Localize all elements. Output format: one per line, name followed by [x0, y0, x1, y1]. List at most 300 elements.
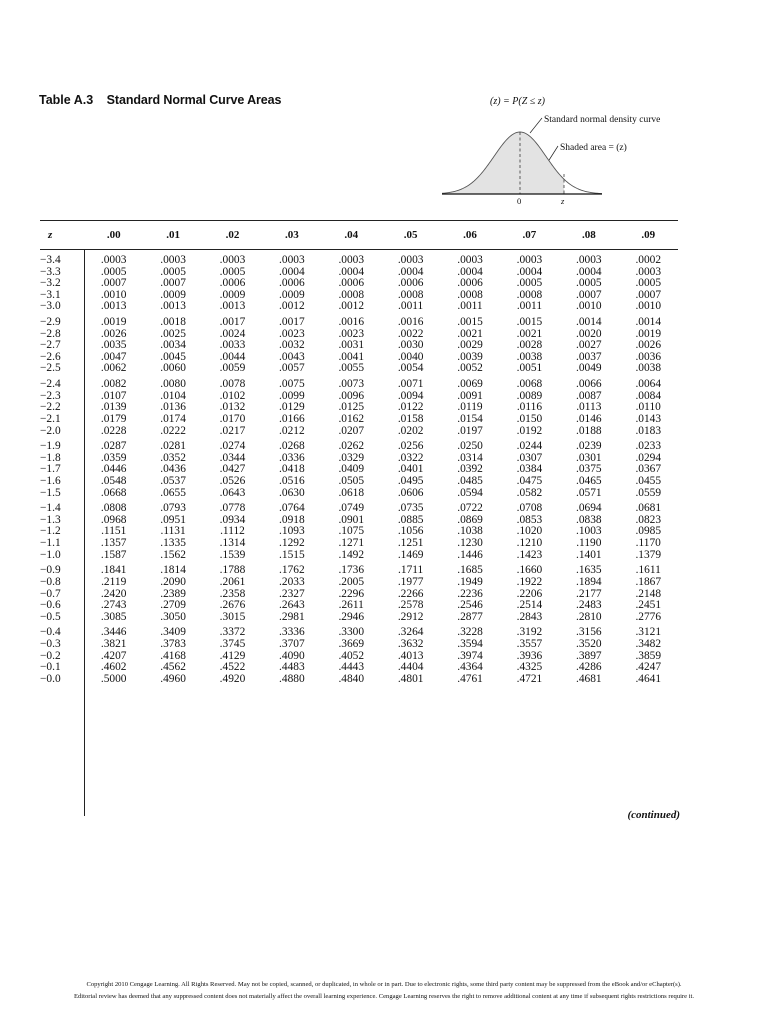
table-cell: .5000	[100, 672, 127, 685]
table-cell: .0011	[457, 300, 483, 313]
table-cell: .0022	[397, 327, 424, 340]
table-cell: .4522	[219, 661, 246, 674]
table-row	[40, 538, 678, 550]
continued-note: (continued)	[627, 809, 680, 821]
table-cell: .4364	[457, 661, 483, 674]
table-cell: .1314	[219, 537, 246, 550]
table-row	[40, 499, 678, 515]
table-cell: .0064	[635, 378, 662, 391]
table-cell: .3669	[338, 637, 365, 650]
table-cell: .0008	[338, 288, 365, 301]
table-cell: .0024	[219, 327, 246, 340]
table-cell: .4286	[576, 661, 602, 674]
table-cell: .1867	[635, 575, 662, 588]
table-row	[40, 437, 678, 453]
table-cell: .1894	[576, 575, 602, 588]
table-cell: .1977	[397, 575, 424, 588]
table-cell: .4325	[516, 661, 543, 674]
table-cell: .2327	[279, 587, 305, 600]
table-cell: .2033	[279, 575, 305, 588]
table-cell: .3085	[100, 610, 127, 623]
table-cell: .0007	[100, 277, 127, 290]
table-cell: .0059	[219, 362, 246, 375]
table-cell: .1762	[279, 564, 305, 577]
table-cell: .0010	[635, 300, 662, 313]
shaded-area-label: Shaded area = (z)	[560, 143, 627, 153]
table-cell: .0026	[635, 339, 662, 352]
column-header: .07	[522, 229, 537, 241]
table-cell: .1003	[576, 525, 602, 538]
table-cell: .2810	[576, 610, 602, 623]
table-cell: .1131	[160, 525, 186, 538]
table-cell: .0418	[279, 463, 305, 476]
table-cell: .0188	[576, 424, 602, 437]
table-cell: .0003	[219, 254, 246, 266]
table-cell: .3707	[279, 637, 305, 650]
table-cell: .0427	[219, 463, 246, 476]
table-cell: .2061	[219, 575, 246, 588]
table-cell: .0475	[516, 474, 543, 487]
table-cell: .0006	[338, 277, 365, 290]
column-header: .03	[284, 229, 299, 241]
table-cell: .2611	[338, 599, 364, 612]
table-cell: .4483	[279, 661, 305, 674]
table-cell: .0104	[160, 389, 186, 402]
table-cell: .0250	[457, 440, 483, 453]
table-cell: .0010	[576, 300, 602, 313]
table-cell: .0122	[397, 401, 424, 414]
table-cell: .3557	[516, 637, 543, 650]
table-cell: .0057	[279, 362, 305, 375]
normal-curve-figure	[438, 88, 688, 208]
table-cell: .1736	[338, 564, 365, 577]
column-header: .05	[403, 229, 418, 241]
table-cell: .0003	[457, 254, 483, 266]
table-cell: .0749	[338, 502, 365, 515]
table-cell: .0526	[219, 474, 246, 487]
table-cell: .0008	[397, 288, 424, 301]
table-cell: .0192	[516, 424, 543, 437]
table-cell: .0004	[516, 265, 543, 278]
table-cell: .3783	[160, 637, 186, 650]
table-cell: .0003	[516, 254, 543, 266]
table-cell: .0011	[398, 300, 424, 313]
table-cell: .3745	[219, 637, 246, 650]
table-cell: .0018	[160, 316, 186, 329]
table-cell: .0136	[160, 401, 186, 414]
table-cell: .0054	[397, 362, 424, 375]
table-cell: .0446	[100, 463, 127, 476]
table-cell: .0015	[457, 316, 483, 329]
table-cell: .0934	[219, 513, 246, 526]
table-cell: .0025	[160, 327, 186, 340]
table-cell: .2177	[576, 587, 602, 600]
table-cell: .0287	[100, 440, 127, 453]
table-row	[40, 577, 678, 589]
z-value: −0.3	[40, 637, 61, 650]
table-cell: .3300	[338, 626, 365, 639]
table-cell: .0032	[279, 339, 305, 352]
table-cell: .0012	[338, 300, 365, 313]
table-cell: .1562	[160, 548, 186, 561]
table-cell: .0548	[100, 474, 127, 487]
z-value: −1.9	[40, 440, 61, 453]
table-cell: .0239	[576, 440, 602, 453]
table-cell: .0985	[635, 525, 662, 538]
z-value: −1.5	[40, 486, 61, 499]
table-cell: .1814	[160, 564, 186, 577]
table-cell: .3192	[516, 626, 543, 639]
table-cell: .0013	[100, 300, 127, 313]
table-cell: .0089	[516, 389, 543, 402]
table-cell: .0329	[338, 451, 365, 464]
table-cell: .2946	[338, 610, 365, 623]
table-cell: .0019	[635, 327, 662, 340]
table-cell: .4960	[160, 672, 186, 685]
table-cell: .3409	[160, 626, 186, 639]
table-cell: .0344	[219, 451, 246, 464]
table-cell: .0336	[279, 451, 305, 464]
normal-curve-svg	[438, 88, 688, 208]
table-cell: .2643	[279, 599, 305, 612]
table-cell: .0023	[338, 327, 365, 340]
column-header: .01	[166, 229, 180, 241]
table-cell: .2843	[516, 610, 543, 623]
copyright-line-2: Editorial review has deemed that any suppressed content does not materially affect the overall learning experience. Cengage Learning reserves the right to remove additional content at any time if subsequent rights restrictions require it.	[73, 993, 695, 1000]
table-cell: .0170	[219, 412, 246, 425]
table-cell: .0004	[279, 265, 305, 278]
table-cell: .1539	[219, 548, 246, 561]
table-cell: .0052	[457, 362, 483, 375]
table-cell: .0217	[219, 424, 246, 437]
shaded-area	[442, 132, 564, 194]
z-value: −1.2	[40, 525, 61, 538]
table-cell: .0003	[635, 265, 662, 278]
table-cell: .4404	[397, 661, 424, 674]
table-cell: .2119	[101, 575, 127, 588]
table-cell: .0007	[576, 288, 602, 301]
table-row	[40, 662, 678, 674]
table-cell: .4168	[160, 649, 186, 662]
table-cell: .2912	[397, 610, 424, 623]
table-cell: .0146	[576, 412, 602, 425]
table-cell: .1492	[338, 548, 365, 561]
table-row	[40, 674, 678, 686]
table-cell: .0008	[516, 288, 543, 301]
table-cell: .2005	[338, 575, 365, 588]
table-cell: .0244	[516, 440, 543, 453]
table-cell: .0010	[100, 288, 127, 301]
table-cell: .0034	[160, 339, 186, 352]
table-title	[39, 93, 281, 107]
table-cell: .0009	[219, 288, 246, 301]
table-cell: .0049	[576, 362, 602, 375]
table-cell: .0006	[219, 277, 246, 290]
table-cell: .1515	[279, 548, 305, 561]
table-cell: .0212	[279, 424, 305, 437]
table-cell: .0047	[100, 350, 127, 363]
table-cell: .0028	[516, 339, 543, 352]
table-row	[40, 561, 678, 577]
table-cell: .2420	[100, 587, 127, 600]
table-row	[40, 623, 678, 639]
table-cell: .3936	[516, 649, 543, 662]
column-header: .02	[225, 229, 240, 241]
table-cell: .0002	[635, 254, 662, 266]
table-cell: .1112	[220, 525, 245, 538]
table-cell: .0045	[160, 350, 186, 363]
z-value: −0.5	[40, 610, 61, 623]
table-cell: .2296	[338, 587, 365, 600]
table-cell: .3594	[457, 637, 483, 650]
table-cell: .0233	[635, 440, 662, 453]
table-cell: .0094	[397, 389, 424, 402]
table-cell: .0003	[338, 254, 365, 266]
table-cell: .4880	[279, 672, 305, 685]
table-row	[40, 301, 678, 313]
table-cell: .0036	[635, 350, 662, 363]
table-cell: .0068	[516, 378, 543, 391]
table-cell: .0005	[219, 265, 246, 278]
table-cell: .4641	[635, 672, 662, 685]
table-cell: .1922	[516, 575, 543, 588]
table-cell: .0021	[516, 327, 543, 340]
table-cell: .3446	[100, 626, 127, 639]
table-cell: .0021	[457, 327, 483, 340]
table-cell: .0808	[100, 502, 127, 515]
table-cell: .4207	[100, 649, 127, 662]
table-cell: .0008	[457, 288, 483, 301]
table-cell: .0003	[576, 254, 602, 266]
table-cell: .1251	[397, 537, 424, 550]
table-cell: .0516	[279, 474, 305, 487]
table-cell: .0793	[160, 502, 186, 515]
table-cell: .2148	[635, 587, 662, 600]
z-value: −2.1	[40, 412, 61, 425]
z-value: −0.6	[40, 599, 61, 612]
table-cell: .0778	[219, 502, 246, 515]
table-cell: .0202	[397, 424, 424, 437]
table-cell: .0901	[338, 513, 365, 526]
table-cell: .3336	[279, 626, 305, 639]
table-cell: .2451	[635, 599, 662, 612]
z-value: −0.4	[40, 626, 61, 639]
table-row	[40, 639, 678, 651]
table-cell: .4761	[457, 672, 483, 685]
table-cell: .0005	[576, 277, 602, 290]
table-cell: .0582	[516, 486, 543, 499]
table-cell: .0051	[516, 362, 543, 375]
table-cell: .0143	[635, 412, 662, 425]
z-value: −2.4	[40, 378, 61, 391]
table-cell: .0537	[160, 474, 186, 487]
z-value: −2.2	[40, 401, 61, 414]
table-cell: .1075	[338, 525, 365, 538]
table-cell: .0099	[279, 389, 305, 402]
table-cell: .0007	[160, 277, 186, 290]
z-value: −3.0	[40, 300, 61, 313]
table-cell: .2709	[160, 599, 186, 612]
table-cell: .0465	[576, 474, 602, 487]
table-cell: .0107	[100, 389, 127, 402]
table-cell: .0307	[516, 451, 543, 464]
column-header: .04	[344, 229, 359, 241]
table-cell: .4013	[397, 649, 424, 662]
table-cell: .0618	[338, 486, 365, 499]
table-cell: .1949	[457, 575, 483, 588]
z-value: −0.9	[40, 564, 61, 577]
z-value: −1.1	[40, 537, 61, 550]
table-cell: .0017	[279, 316, 305, 329]
table-cell: .3859	[635, 649, 662, 662]
table-cell: .0037	[576, 350, 602, 363]
table-cell: .0004	[397, 265, 424, 278]
table-cell: .0294	[635, 451, 662, 464]
z-value: −1.3	[40, 513, 61, 526]
table-cell: .0643	[219, 486, 246, 499]
table-cell: .0722	[457, 502, 483, 515]
table-cell: .0003	[279, 254, 305, 266]
table-cell: .2236	[457, 587, 483, 600]
table-number: Table A.3	[39, 93, 94, 107]
table-cell: .0060	[160, 362, 186, 375]
table-cell: .3974	[457, 649, 483, 662]
header-row	[40, 221, 678, 249]
table-cell: .4920	[219, 672, 246, 685]
table-cell: .0655	[160, 486, 186, 499]
table-cell: .0040	[397, 350, 424, 363]
table-cell: .0764	[279, 502, 305, 515]
table-cell: .2266	[397, 587, 424, 600]
table-cell: .0004	[457, 265, 483, 278]
z-column-header: z	[48, 229, 53, 241]
table-cell: .0043	[279, 350, 305, 363]
table-row	[40, 612, 678, 624]
table-row	[40, 476, 678, 488]
table-cell: .3228	[457, 626, 483, 639]
z-value: −2.3	[40, 389, 61, 402]
table-cell: .1357	[100, 537, 127, 550]
table-cell: .1423	[516, 548, 543, 561]
table-cell: .0017	[219, 316, 246, 329]
cdf-formula: (z) = P(Z ≤ z)	[490, 96, 546, 107]
table-cell: .0262	[338, 440, 365, 453]
column-header: .06	[463, 229, 477, 241]
table-cell: .1469	[397, 548, 424, 561]
table-cell: .0222	[160, 424, 186, 437]
table-cell: .0268	[279, 440, 305, 453]
table-row	[40, 600, 678, 612]
table-cell: .0069	[457, 378, 483, 391]
table-row	[40, 313, 678, 329]
table-cell: .0505	[338, 474, 365, 487]
z-value: −3.4	[40, 254, 61, 266]
table-cell: .1446	[457, 548, 483, 561]
z-value: −2.0	[40, 424, 61, 437]
table-cell: .0015	[516, 316, 543, 329]
table-cell: .0082	[100, 378, 127, 391]
table-cell: .0031	[338, 339, 365, 352]
table-cell: .0154	[457, 412, 483, 425]
table-cell: .0012	[279, 300, 305, 313]
table-cell: .0014	[576, 316, 602, 329]
table-cell: .2776	[635, 610, 662, 623]
table-cell: .0075	[279, 378, 305, 391]
table-cell: .3372	[219, 626, 246, 639]
table-cell: .0013	[219, 300, 246, 313]
table-cell: .0352	[160, 451, 186, 464]
table-cell: .0359	[100, 451, 127, 464]
table-cell: .0183	[635, 424, 662, 437]
table-cell: .0027	[576, 339, 602, 352]
z-value: −2.7	[40, 339, 61, 352]
table-cell: .4681	[576, 672, 602, 685]
table-cell: .1190	[576, 537, 602, 550]
table-cell: .0119	[457, 401, 483, 414]
z-table	[40, 221, 678, 685]
table-cell: .0020	[576, 327, 602, 340]
table-cell: .0132	[219, 401, 246, 414]
table-cell: .0113	[576, 401, 602, 414]
table-cell: .0838	[576, 513, 602, 526]
table-cell: .0006	[457, 277, 483, 290]
table-cell: .0007	[635, 288, 662, 301]
table-row	[40, 375, 678, 391]
table-cell: .3482	[635, 637, 662, 650]
table-cell: .2743	[100, 599, 127, 612]
table-cell: .0197	[457, 424, 483, 437]
table-cell: .0594	[457, 486, 483, 499]
table-row	[40, 488, 678, 500]
table-cell: .1210	[516, 537, 543, 550]
table-cell: .1788	[219, 564, 246, 577]
table-cell: .0003	[100, 254, 127, 266]
table-cell: .0035	[100, 339, 127, 352]
table-cell: .0885	[397, 513, 424, 526]
curve-label: Standard normal density curve	[544, 115, 661, 125]
table-cell: .3897	[576, 649, 602, 662]
column-header: .09	[641, 229, 656, 241]
table-cell: .3121	[635, 626, 662, 639]
table-cell: .0174	[160, 412, 186, 425]
table-cell: .4052	[338, 649, 365, 662]
table-cell: .3632	[397, 637, 424, 650]
table-cell: .2578	[397, 599, 424, 612]
z-value: −1.8	[40, 451, 61, 464]
table-cell: .1635	[576, 564, 602, 577]
table-cell: .4562	[160, 661, 186, 674]
table-cell: .0559	[635, 486, 662, 499]
axis-zero-label: 0	[517, 196, 522, 206]
table-cell: .0571	[576, 486, 602, 499]
z-value: −1.0	[40, 548, 61, 561]
table-cell: .0038	[635, 362, 662, 375]
table-cell: .0006	[397, 277, 424, 290]
table-cell: .0179	[100, 412, 127, 425]
table-cell: .0011	[516, 300, 543, 313]
table-cell: .0281	[160, 440, 186, 453]
table-cell: .0384	[516, 463, 543, 476]
table-cell: .1038	[457, 525, 483, 538]
table-cell: .0436	[160, 463, 186, 476]
table-cell: .0392	[457, 463, 483, 476]
table-cell: .0630	[279, 486, 305, 499]
table-cell: .2877	[457, 610, 483, 623]
table-cell: .2483	[576, 599, 602, 612]
table-cell: .0158	[397, 412, 424, 425]
table-cell: .0016	[397, 316, 424, 329]
axis-z-label: z	[561, 196, 565, 206]
